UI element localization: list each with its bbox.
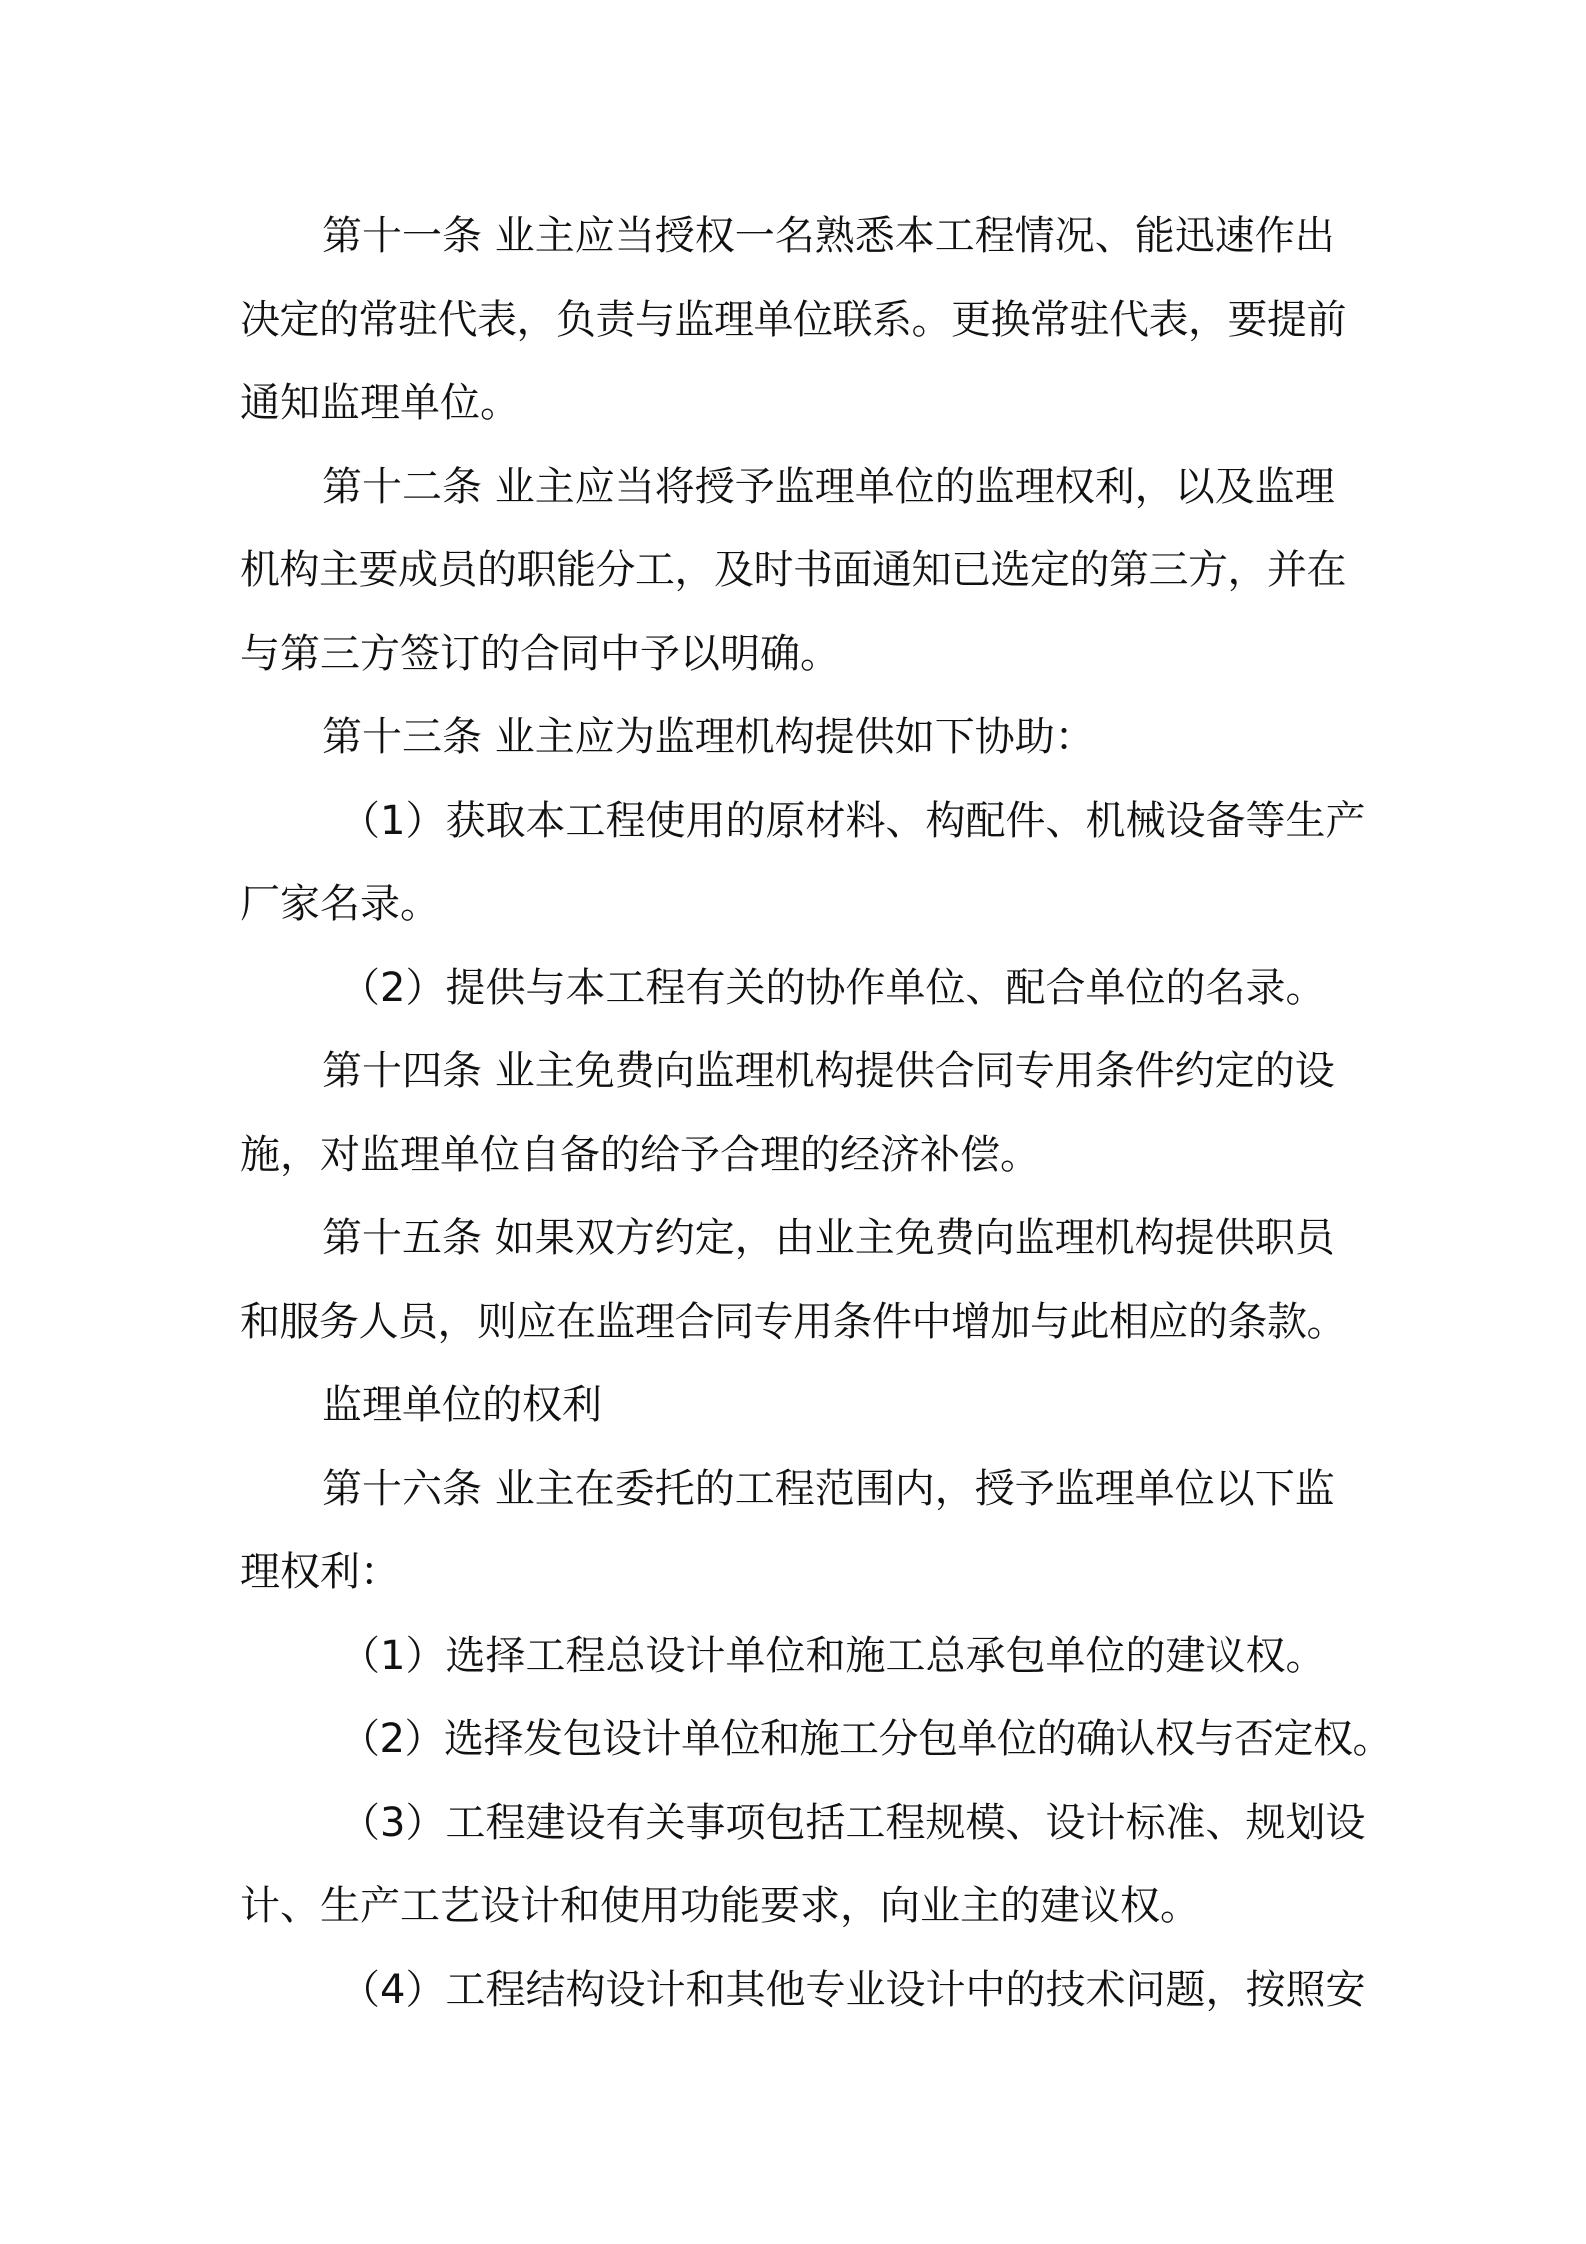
- article-16-item-3-line-1: （3）工程建设有关事项包括工程规模、设计标准、规划设: [340, 1799, 1366, 1846]
- article-11-line-1: 第十一条 业主应当授权一名熟悉本工程情况、能迅速作出: [322, 213, 1335, 259]
- article-12-line-2: 机构主要成员的职能分工，及时书面通知已选定的第三方，并在: [240, 547, 1346, 593]
- article-15-line-1: 第十五条 如果双方约定，由业主免费向监理机构提供职员: [322, 1215, 1335, 1261]
- article-14-line-2: 施，对监理单位自备的给予合理的经济补偿。: [240, 1131, 1040, 1178]
- article-12-line-1: 第十二条 业主应当将授予监理单位的监理权利，以及监理: [322, 463, 1335, 510]
- article-11-line-3: 通知监理单位。: [240, 380, 520, 426]
- article-14-line-1: 第十四条 业主免费向监理机构提供合同专用条件约定的设: [322, 1048, 1335, 1094]
- article-13-item-1-line-2: 厂家名录。: [240, 881, 440, 927]
- article-16-item-4-line-1: （4）工程结构设计和其他专业设计中的技术问题，按照安: [340, 1966, 1366, 2013]
- article-16-item-3-line-2: 计、生产工艺设计和使用功能要求，向业主的建议权。: [240, 1883, 1200, 1929]
- article-16-line-2: 理权利：: [240, 1549, 400, 1595]
- article-16-item-2: （2）选择发包设计单位和施工分包单位的确认权与否定权。: [340, 1716, 1392, 1762]
- section-heading-supervisor-rights: 监理单位的权利: [322, 1382, 602, 1428]
- article-13-item-1-line-1: （1）获取本工程使用的原材料、构配件、机械设备等生产: [340, 797, 1366, 844]
- article-13-item-2: （2）提供与本工程有关的协作单位、配合单位的名录。: [340, 964, 1326, 1011]
- document-body: [240, 195, 1392, 2032]
- article-15-line-2: 和服务人员，则应在监理合同专用条件中增加与此相应的条款。: [240, 1298, 1346, 1345]
- article-16-line-1: 第十六条 业主在委托的工程范围内，授予监理单位以下监: [322, 1465, 1335, 1512]
- article-16-item-1: （1）选择工程总设计单位和施工总承包单位的建议权。: [340, 1632, 1326, 1679]
- article-12-line-3: 与第三方签订的合同中予以明确。: [240, 630, 840, 677]
- article-13-line-1: 第十三条 业主应为监理机构提供如下协助：: [322, 714, 1095, 760]
- article-11-line-2: 决定的常驻代表，负责与监理单位联系。更换常驻代表，要提前: [240, 296, 1346, 343]
